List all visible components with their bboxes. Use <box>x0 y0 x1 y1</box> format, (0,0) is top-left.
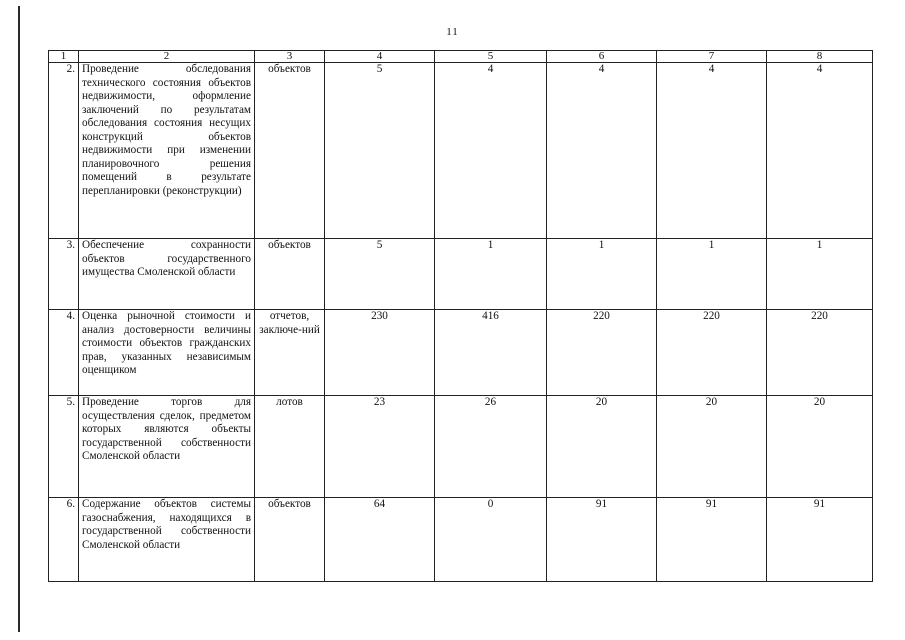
column-header: 8 <box>767 51 873 63</box>
row-description: Проведение торгов для осуществления сделок, предметом которых являются объекты государственной собственности Смоленской области <box>79 396 255 498</box>
column-header: 2 <box>79 51 255 63</box>
row-value: 4 <box>657 63 767 239</box>
row-value: 1 <box>435 239 547 310</box>
row-value: 5 <box>325 63 435 239</box>
row-value: 0 <box>435 498 547 582</box>
row-value: 4 <box>435 63 547 239</box>
row-value: 4 <box>547 63 657 239</box>
row-description: Содержание объектов системы газоснабжения, находящихся в государственной собственности Смоленской области <box>79 498 255 582</box>
row-description: Оценка рыночной стоимости и анализ достоверности величины стоимости объектов гражданских прав, указанных независимым оценщиком <box>79 310 255 396</box>
data-table <box>48 50 873 582</box>
row-value: 1 <box>767 239 873 310</box>
row-value: 64 <box>325 498 435 582</box>
scan-edge-line <box>18 6 20 632</box>
row-unit: объектов <box>255 63 325 239</box>
column-header: 1 <box>49 51 79 63</box>
table-row <box>49 396 873 498</box>
row-value: 91 <box>547 498 657 582</box>
row-description: Обеспечение сохранности объектов государственного имущества Смоленской области <box>79 239 255 310</box>
row-unit: отчетов, заключе-ний <box>255 310 325 396</box>
row-value: 26 <box>435 396 547 498</box>
row-value: 220 <box>657 310 767 396</box>
row-value: 91 <box>767 498 873 582</box>
row-unit: лотов <box>255 396 325 498</box>
row-value: 230 <box>325 310 435 396</box>
row-value: 416 <box>435 310 547 396</box>
row-value: 220 <box>547 310 657 396</box>
column-header: 7 <box>657 51 767 63</box>
column-header: 4 <box>325 51 435 63</box>
page-number: 11 <box>446 26 459 38</box>
row-description: Проведение обследования технического состояния объектов недвижимости, оформление заключений по результатам обследования состояния несущих конструкций объектов недвижимости при изменении планировочного решения помещений в результате перепланировки (реконструкции) <box>79 63 255 239</box>
row-number: 5. <box>49 396 79 498</box>
row-value: 1 <box>657 239 767 310</box>
row-unit: объектов <box>255 239 325 310</box>
table-row <box>49 310 873 396</box>
column-header: 3 <box>255 51 325 63</box>
row-value: 20 <box>657 396 767 498</box>
row-number: 6. <box>49 498 79 582</box>
table-row <box>49 498 873 582</box>
table-row <box>49 63 873 239</box>
row-value: 220 <box>767 310 873 396</box>
table-row <box>49 239 873 310</box>
row-value: 20 <box>767 396 873 498</box>
row-value: 91 <box>657 498 767 582</box>
row-value: 1 <box>547 239 657 310</box>
row-value: 4 <box>767 63 873 239</box>
row-unit: объектов <box>255 498 325 582</box>
table-header-row <box>49 51 873 63</box>
row-value: 23 <box>325 396 435 498</box>
row-number: 3. <box>49 239 79 310</box>
row-value: 5 <box>325 239 435 310</box>
column-header: 5 <box>435 51 547 63</box>
row-number: 2. <box>49 63 79 239</box>
row-value: 20 <box>547 396 657 498</box>
row-number: 4. <box>49 310 79 396</box>
column-header: 6 <box>547 51 657 63</box>
